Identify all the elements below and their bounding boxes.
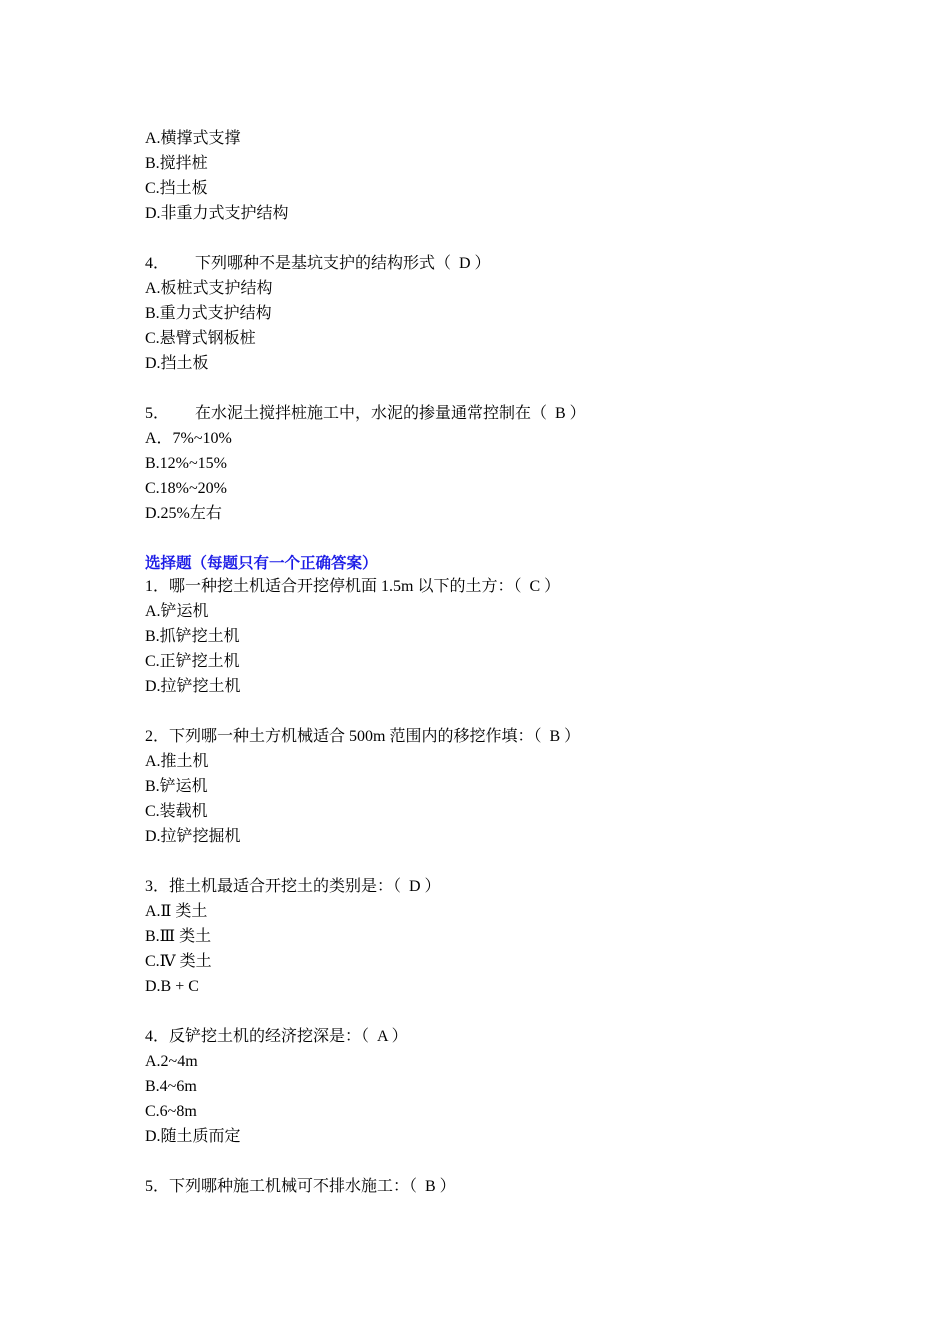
document-page	[145, 126, 825, 1199]
question-block-b	[145, 251, 825, 376]
option-d: D.挡土板	[145, 354, 209, 372]
question-text: 3．推土机最适合开挖土的类别是：（ D ）	[145, 877, 441, 895]
option-c: C.18%~20%	[145, 479, 227, 497]
question-number: 5．	[145, 404, 170, 422]
spacer	[145, 1149, 825, 1174]
option-b: B.Ⅲ 类土	[145, 927, 212, 945]
option-a: A.Ⅱ 类土	[145, 902, 208, 920]
option-a: A.横撑式支撑	[145, 130, 241, 147]
option-c: C.正铲挖土机	[145, 653, 240, 671]
question-text	[145, 251, 825, 276]
question-2	[145, 724, 825, 849]
spacer	[145, 226, 825, 251]
question-block-a	[145, 126, 825, 226]
question-text: 2．下列哪一种土方机械适合 500m 范围内的移挖作填：（ B ）	[145, 728, 581, 746]
option-b: B.铲运机	[145, 778, 208, 796]
option-a: A.铲运机	[145, 603, 209, 621]
option-d: D.B + C	[145, 977, 199, 995]
question-stem: 下列哪种不是基坑支护的结构形式（ D ）	[195, 254, 491, 272]
option-b: B.搅拌桩	[145, 155, 208, 172]
section-heading: 选择题（每题只有一个正确答案）	[145, 554, 378, 573]
option-a: A.板桩式支护结构	[145, 279, 273, 297]
spacer	[145, 699, 825, 724]
option-b: B.12%~15%	[145, 454, 227, 472]
spacer	[145, 999, 825, 1024]
option-b: B.重力式支护结构	[145, 304, 272, 322]
question-number: 4．	[145, 254, 170, 272]
option-a: A.2~4m	[145, 1052, 198, 1070]
option-a: A.推土机	[145, 753, 209, 771]
option-b: B.4~6m	[145, 1077, 197, 1095]
question-5	[145, 1174, 825, 1199]
question-text: 4．反铲挖土机的经济挖深是：（ A ）	[145, 1027, 408, 1045]
option-d: D.25%左右	[145, 504, 222, 522]
option-d: D.随土质而定	[145, 1127, 241, 1145]
question-stem: 在水泥土搅拌桩施工中，水泥的掺量通常控制在（ B ）	[195, 404, 586, 422]
option-d: D.非重力式支护结构	[145, 205, 289, 222]
option-c: C.6~8m	[145, 1102, 197, 1120]
option-c: C.Ⅳ 类土	[145, 952, 212, 970]
spacer	[145, 376, 825, 401]
option-d: D.拉铲挖掘机	[145, 828, 241, 846]
option-b: B.抓铲挖土机	[145, 628, 240, 646]
question-1	[145, 574, 825, 699]
question-3	[145, 874, 825, 999]
question-text	[145, 401, 825, 426]
option-a: A．7%~10%	[145, 429, 232, 447]
option-c: C.挡土板	[145, 180, 208, 197]
question-text: 1．哪一种挖土机适合开挖停机面 1.5m 以下的土方：（ C ）	[145, 578, 561, 596]
question-text: 5．下列哪种施工机械可不排水施工：（ B ）	[145, 1177, 456, 1195]
option-d: D.拉铲挖土机	[145, 678, 241, 696]
spacer	[145, 526, 825, 551]
question-4	[145, 1024, 825, 1149]
option-c: C.悬臂式钢板桩	[145, 329, 256, 347]
spacer	[145, 849, 825, 874]
option-c: C.装载机	[145, 803, 208, 821]
question-block-c	[145, 401, 825, 526]
